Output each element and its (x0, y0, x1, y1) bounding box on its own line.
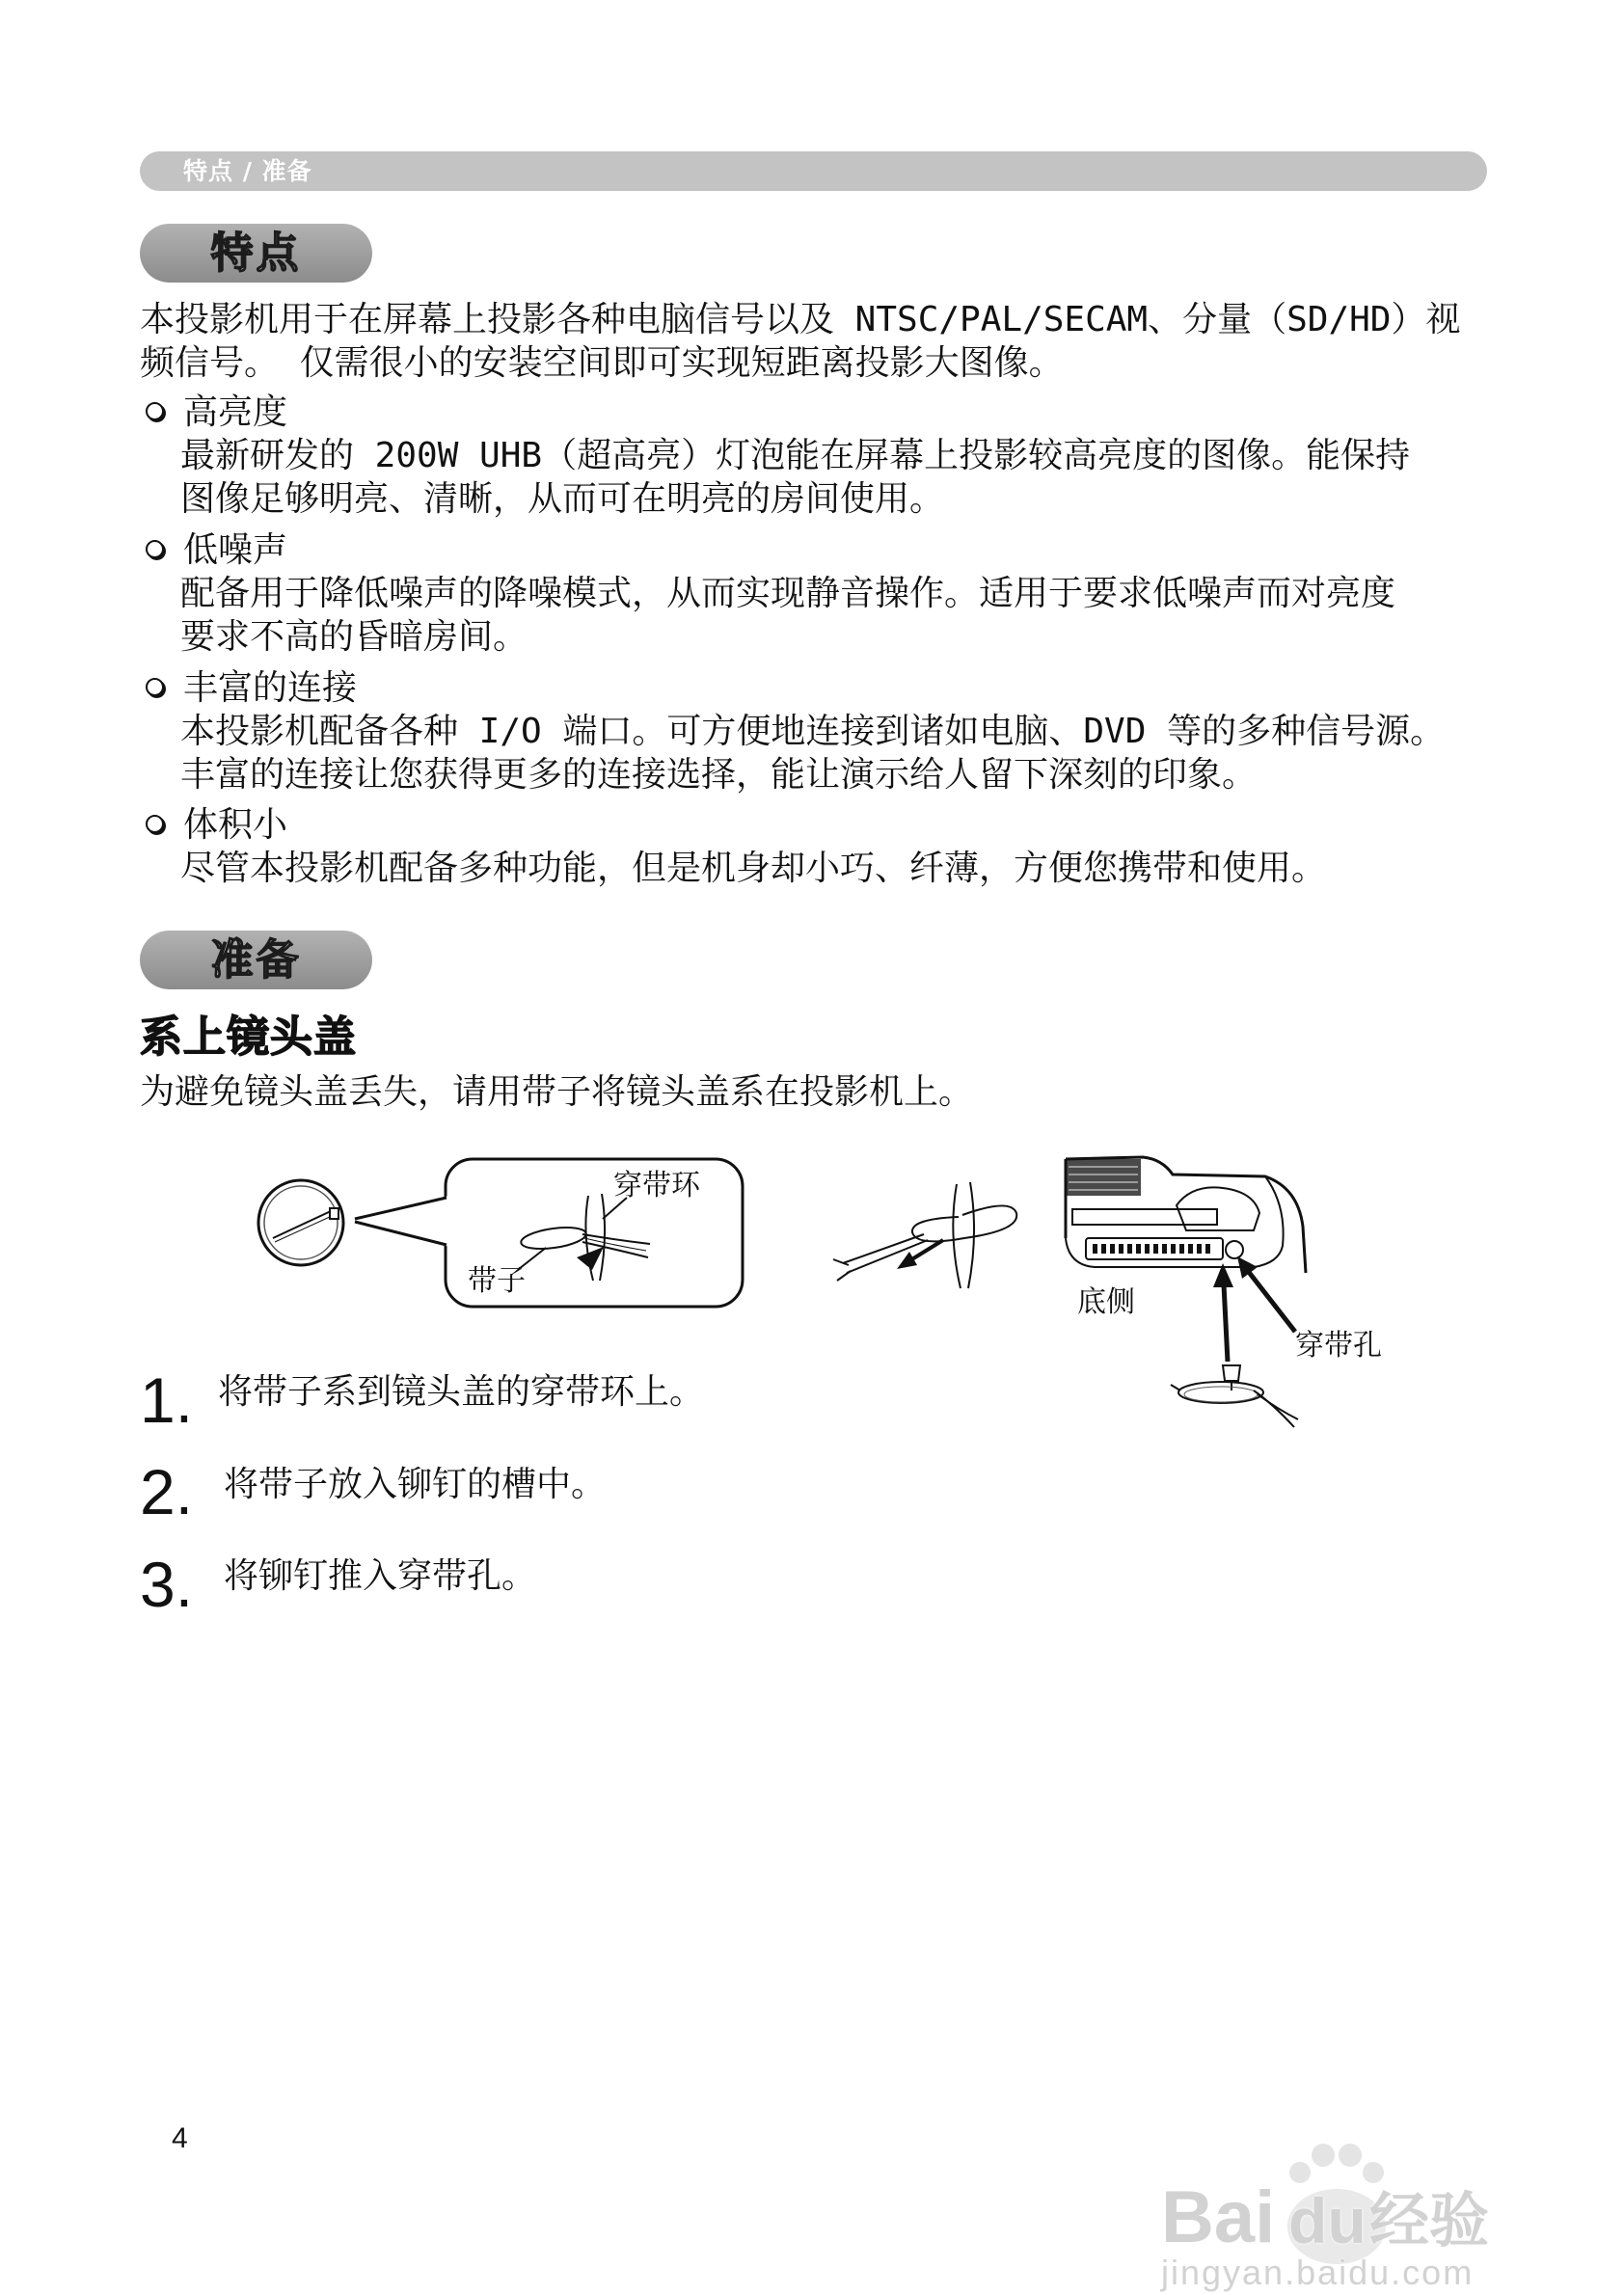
feature-item-title: 体积小 (183, 805, 288, 845)
section-tab-features (140, 224, 372, 283)
projector-bottom-illustration (1066, 1157, 1306, 1273)
page-header-bar (140, 151, 1487, 191)
rivet-insert-arrow-icon (1213, 1263, 1233, 1362)
feature-item-text: 本投影机配备各种 I/O 端口。可方便地连接到诸如电脑、DVD 等的多种信号源。 (180, 712, 1446, 751)
subheading-attach-lens-cap: 系上镜头盖 (140, 1012, 357, 1062)
feature-item-text: 尽管本投影机配备多种功能，但是机身却小巧、纤薄，方便您携带和使用。 (180, 849, 1327, 888)
section-title-preparation: 准备 (210, 935, 302, 985)
feature-item-connectivity (140, 666, 1445, 796)
page-header-title: 特点 / 准备 (183, 157, 312, 185)
strap-hole (1226, 1241, 1243, 1258)
feature-item-compact (140, 803, 1326, 890)
feature-item-text: 最新研发的 200W UHB（超高亮）灯泡能在屏幕上投影较高亮度的图像。能保持 (180, 436, 1411, 475)
feature-item-text: 配备用于降低噪声的降噪模式，从而实现静音操作。适用于要求低噪声而对亮度 (180, 574, 1396, 613)
feature-item-text: 丰富的连接让您获得更多的连接选择，能让演示给人留下深刻的印象。 (180, 755, 1258, 795)
strap-threading-illustration (833, 1182, 1016, 1288)
bottom-side-label: 底侧 (1077, 1285, 1135, 1319)
feature-item-title: 低噪声 (183, 530, 288, 570)
lens-cap-illustration (258, 1180, 343, 1265)
bullet-circle-icon (146, 402, 164, 420)
watermark-brand-prefix: Bai (1161, 2176, 1276, 2258)
bullet-circle-icon (146, 540, 164, 558)
bullet-circle-icon (146, 678, 164, 696)
page-number: 4 (172, 2122, 188, 2154)
section-tab-preparation (140, 931, 372, 989)
strap-hole-arrow-icon (1237, 1256, 1295, 1332)
feature-item-text: 要求不高的昏暗房间。 (180, 617, 528, 657)
preparation-intro: 为避免镜头盖丢失，请用带子将镜头盖系在投影机上。 (140, 1072, 974, 1112)
watermark-product: 经验 (1369, 2185, 1490, 2255)
step-text: 将铆钉推入穿带孔。 (224, 1556, 537, 1596)
pull-direction-arrow-icon (897, 1240, 943, 1269)
step-number: 1. (140, 1364, 194, 1436)
feature-item-low-noise (140, 528, 1395, 659)
feature-item-title: 高亮度 (183, 392, 288, 432)
step-number: 3. (140, 1549, 194, 1620)
intro-line: 本投影机用于在屏幕上投影各种电脑信号以及 NTSC/PAL/SECAM、分量（SD/HD）视 (140, 300, 1461, 339)
step-text: 将带子系到镜头盖的穿带环上。 (218, 1372, 705, 1412)
feature-item-brightness (140, 391, 1410, 521)
section-title-features: 特点 (210, 229, 302, 278)
bullet-circle-icon (146, 815, 164, 833)
strap-label: 带子 (468, 1264, 526, 1298)
feature-item-title: 丰富的连接 (183, 668, 358, 708)
feature-item-text: 图像足够明亮、清晰，从而可在明亮的房间使用。 (180, 479, 945, 519)
features-intro (140, 298, 1460, 385)
strap-loop-label: 穿带环 (613, 1169, 700, 1202)
watermark-brand-suffix: du (1288, 2185, 1367, 2256)
rivet-with-strap-illustration (1171, 1365, 1298, 1427)
strap-hole-label: 穿带孔 (1295, 1329, 1382, 1363)
step-text: 将带子放入铆钉的槽中。 (224, 1465, 607, 1504)
watermark-url: jingyan.baidu.com (1161, 2253, 1475, 2292)
step-number: 2. (140, 1456, 194, 1527)
intro-line: 频信号。 仅需很小的安装空间即可实现短距离投影大图像。 (140, 343, 1064, 383)
